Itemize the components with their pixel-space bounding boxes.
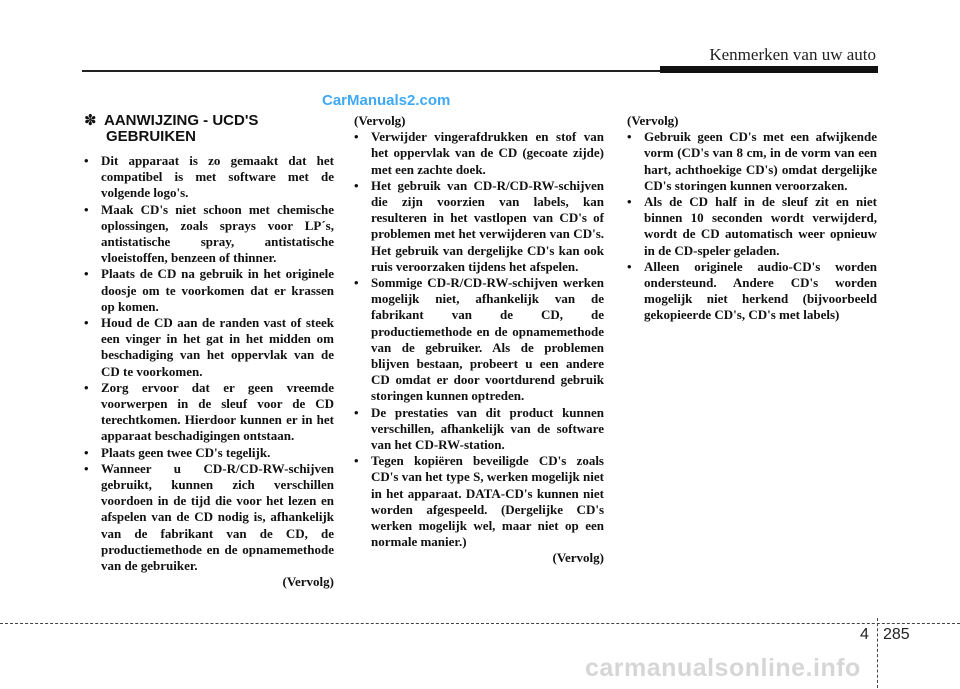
bullet: •: [84, 201, 89, 217]
list-item: • Als de CD half in de sleuf zit en niet binnen 10 seconden wordt verwijderd, wordt de CD automatisch weer opnieuw in de CD-speler geladen.: [627, 194, 877, 258]
list-item: • Tegen kopiëren beveiligde CD's zoals CD's van het type S, werken mogelijk niet in het apparaat. DATA-CD's kunnen niet worden afgespeeld. (Dergelijke CD's werken mogelijk wel, maar niet op een normale manier.): [354, 453, 604, 550]
column-1: [84, 113, 334, 590]
list-item: • Wanneer u CD-R/CD-RW-schijven gebruikt, kunnen zich verschillen voordoen in de tijd die voor het lezen en afspelen van de CD nodig is, afhankelijk van de fabrikant van de CD, de productiemethode en de opnamemethode van de gebruiker.: [84, 460, 334, 574]
chapter-number: 4: [860, 626, 869, 643]
list-item: • Verwijder vingerafdrukken en stof van het oppervlak van de CD (gecoate zijde) met een zachte doek.: [354, 129, 604, 177]
list-item: • Maak CD's niet schoon met chemische oplossingen, zoals sprays voor LP´s, antistatische spray, antistatische vloeistoffen, benzeen of thinner.: [84, 201, 334, 266]
bullet: •: [354, 177, 359, 193]
page-header-title: Kenmerken van uw auto: [709, 45, 876, 64]
page-number: 285: [883, 626, 910, 643]
list-item: • Plaats de CD na gebruik in het originele doosje om te voorkomen dat er krassen op komen.: [84, 266, 334, 314]
bullet: •: [84, 379, 89, 395]
list-item: • Houd de CD aan de randen vast of steek een vinger in het gat in het midden om beschadiging van het oppervlak van de CD te voorkomen.: [84, 315, 334, 379]
continued-label: (Vervolg): [282, 574, 334, 590]
continued-label: (Vervolg): [552, 550, 604, 566]
list-item: • Sommige CD-R/CD-RW-schijven werken mogelijk niet, afhankelijk van de fabrikant van de CD, de productiemethode en de opnamemethode van de gebruiker. Als de problemen blijven bestaan, probeert u een andere CD omdat er door voortdurend gebruik storingen kunnen optreden.: [354, 275, 604, 404]
bullet: •: [84, 153, 89, 168]
list-item: • Dit apparaat is zo gemaakt dat het compatibel is met software met de volgende logo's.: [84, 153, 334, 201]
asterisk-icon: ✽: [84, 112, 97, 129]
column-3: [627, 113, 877, 324]
list-item: • Gebruik geen CD's met een afwijkende vorm (CD's van 8 cm, in de vorm van een hart, achthoekige CD's) omdat dergelijke CD's storingen kunnen veroorzaken.: [627, 129, 877, 193]
list-item: • Alleen originele audio-CD's worden ondersteund. Andere CD's worden mogelijk niet herkend (bijvoorbeeld gekopieerde CD's, CD's met labels): [627, 258, 877, 323]
footer-separator: [877, 618, 878, 688]
watermark-bottom: carmanualsonline.info: [585, 654, 861, 682]
continued-label-top: (Vervolg): [627, 113, 679, 128]
bullet: •: [627, 258, 632, 274]
bullet: •: [84, 444, 89, 460]
bullet: •: [354, 404, 359, 420]
column-2: [354, 113, 604, 567]
notice-heading-text: AANWIJZING - UCD'S GEBRUIKEN: [104, 112, 259, 145]
footer-rule: [0, 623, 960, 624]
bullet: •: [354, 129, 359, 145]
list-item: • Het gebruik van CD-R/CD-RW-schijven die zijn voorzien van labels, kan resulteren in het vastlopen van CD's of problemen met het verwijderen van CD's. Het gebruik van dergelijke CD's kan ook ruis veroorzaken tijdens het afspelen.: [354, 177, 604, 274]
header-rule: [82, 70, 660, 72]
bullet: •: [84, 266, 89, 282]
bullet: •: [627, 194, 632, 210]
bullet: •: [84, 315, 89, 331]
bullet: •: [354, 453, 359, 469]
continued-label-top: (Vervolg): [354, 113, 406, 128]
list-item: • Plaats geen twee CD's tegelijk.: [84, 444, 271, 460]
list-item: • Zorg ervoor dat er geen vreemde voorwerpen in de sleuf voor de CD terechtkomen. Hierdoor kunnen er in het apparaat beschadigingen ontstaan.: [84, 379, 334, 444]
notice-heading: [84, 113, 334, 145]
header-rule-accent: [660, 66, 878, 73]
watermark-top: CarManuals2.com: [322, 92, 451, 109]
bullet: •: [354, 275, 359, 291]
list-item: • De prestaties van dit product kunnen verschillen, afhankelijk van de software van het CD-RW-station.: [354, 404, 604, 453]
bullet: •: [627, 129, 632, 145]
bullet: •: [84, 460, 89, 476]
